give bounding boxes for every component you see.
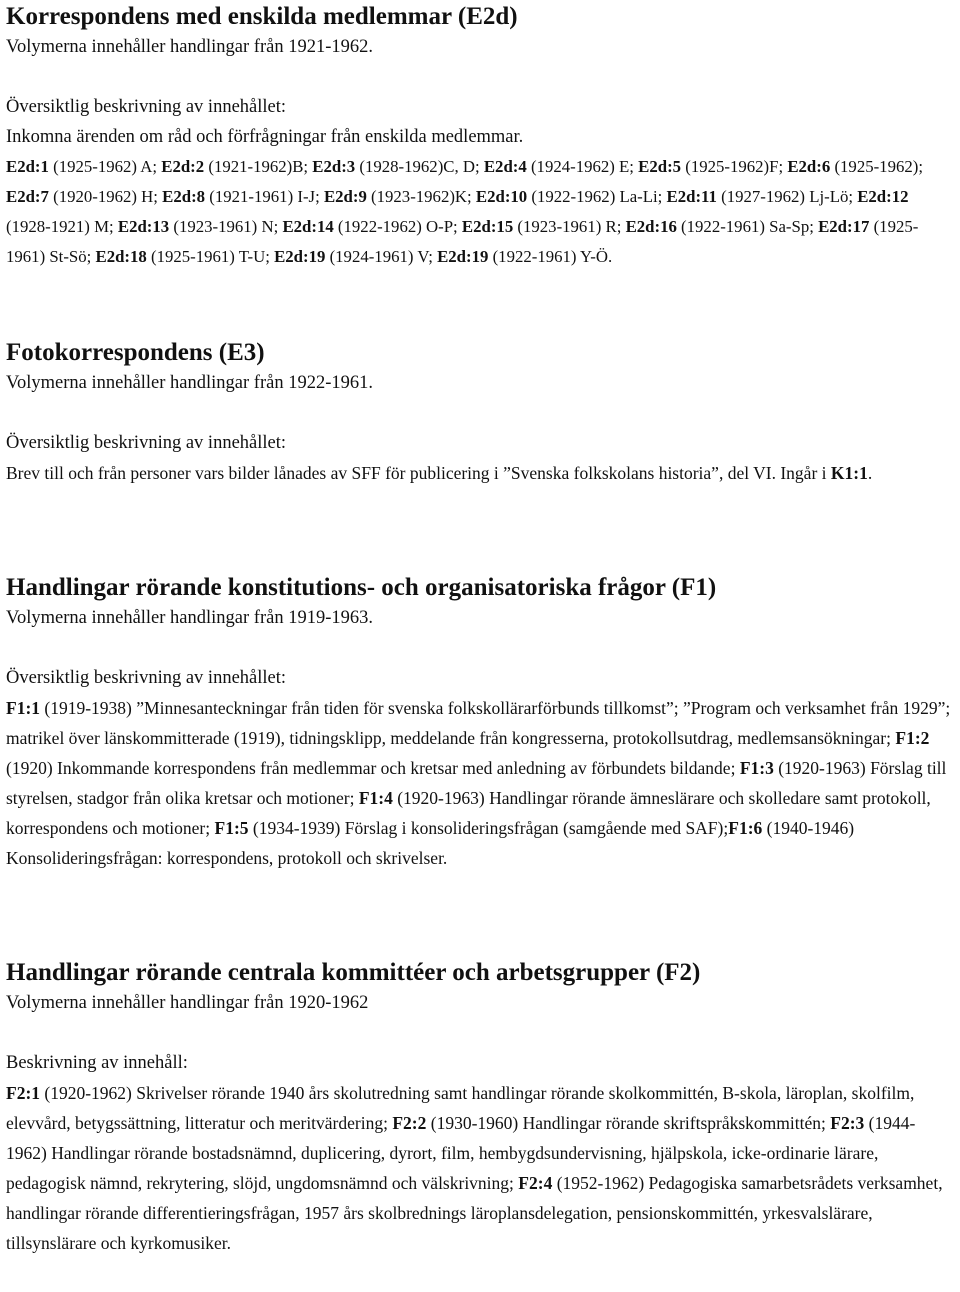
item-code: F2:4 <box>518 1173 553 1193</box>
item-text: (1927-1962) Lj-Lö; <box>716 187 858 206</box>
section-e2d <box>6 2 956 272</box>
item-code: E2d:11 <box>666 187 717 206</box>
item-text: (1925-1962) A; <box>48 157 162 176</box>
item-text: (1921-1962)B; <box>204 157 313 176</box>
description-text: Inkomna ärenden om råd och förfrågningar från enskilda medlemmar. <box>6 127 524 147</box>
item-code: F1:2 <box>895 728 930 748</box>
section-f1 <box>6 573 956 873</box>
item-code: E2d:4 <box>483 157 527 176</box>
description-label: Beskrivning av innehåll: <box>6 1053 188 1073</box>
item-text: (1925-1961) St-Sö; <box>6 217 919 266</box>
section-f2 <box>6 958 956 1258</box>
item-code: E2d:14 <box>282 217 334 236</box>
item-text: Brev till och från personer vars bilder lånades av SFF för publicering i ”Svenska folkskolans historia”, del VI. Ingår i <box>6 463 831 483</box>
item-code: F1:3 <box>739 758 774 778</box>
description-label: Översiktlig beskrivning av innehållet: <box>6 97 287 117</box>
item-code: E2d:5 <box>638 157 682 176</box>
item-code: E2d:2 <box>161 157 205 176</box>
item-text: (1920-1963) Förslag till styrelsen, stadgor från olika kretsar och motioner; <box>6 758 947 808</box>
section-heading: Fotokorrespondens (E3) <box>6 339 265 366</box>
item-text: (1925-1962)F; <box>681 157 788 176</box>
item-code: E2d:18 <box>95 247 147 266</box>
item-text: (1923-1962)K; <box>366 187 476 206</box>
item-code: E2d:19 <box>437 247 489 266</box>
item-text: (1928-1921) M; <box>6 217 118 236</box>
item-text: (1944-1962) Handlingar rörande bostadsnämnd, duplicering, dyrort, film, hembygdsundervisning, hjälpskola, icke-ordinarie lärare, pedagogisk nämnd, rekrytering, slöjd, ungdomsnämnd och välskrivning; <box>6 1113 916 1193</box>
item-code: E2d:10 <box>475 187 528 206</box>
item-code: K1:1 <box>830 463 868 483</box>
item-text: (1920-1962) Skrivelser rörande 1940 års skolutredning samt handlingar rörande skolkommittén, B-skola, läroplan, skolfilm, elevvård, betygssättning, litteratur och meritvärdering; <box>6 1083 915 1133</box>
item-text: (1922-1961) Sa-Sp; <box>676 217 819 236</box>
item-text: (1925-1962); <box>830 157 923 176</box>
item-text: (1923-1961) N; <box>169 217 283 236</box>
item-text: (1919-1938) ”Minnesanteckningar från tiden för svenska folkskollärarförbunds tillkomst”; ”Program och verksamhet från 1929”; matrikel över länskommitterade (1919), tidningsklipp, meddelande från kongresserna, protokollsutdrag, medlemsansökningar; <box>6 698 951 748</box>
item-code: F2:2 <box>392 1113 427 1133</box>
item-text: (1922-1962) O-P; <box>333 217 462 236</box>
item-code: E2d:15 <box>461 217 514 236</box>
item-code: F2:3 <box>830 1113 865 1133</box>
item-code: F1:4 <box>358 788 393 808</box>
item-code: E2d:7 <box>6 187 49 206</box>
item-text: (1920-1962) H; <box>48 187 163 206</box>
item-text: (1920-1963) Handlingar rörande ämneslärare och skolledare samt protokoll, korrespondens och motioner; <box>6 788 931 838</box>
item-list <box>6 693 956 873</box>
item-code: E2d:9 <box>323 187 367 206</box>
item-text: (1930-1960) Handlingar rörande skriftspråkskommittén; <box>426 1113 831 1133</box>
item-text: (1952-1962) Pedagogiska samarbetsrådets verksamhet, handlingar rörande differentieringsfrågan, 1957 års skolbrednings läroplansdelegation, pensionskommittén, yrkesvalslärare, tillsynslärare och kyrkomusiker. <box>6 1173 943 1253</box>
item-text: (1940-1946) Konsolideringsfrågan: korrespondens, protokoll och skrivelser. <box>6 818 855 868</box>
item-code: E2d:6 <box>787 157 831 176</box>
item-text: (1924-1961) V; <box>325 247 438 266</box>
item-text: (1924-1962) E; <box>526 157 639 176</box>
section-heading: Korrespondens med enskilda medlemmar (E2d) <box>6 3 518 30</box>
item-text: (1925-1961) T-U; <box>146 247 275 266</box>
item-list <box>6 152 956 272</box>
item-text: (1928-1962)C, D; <box>355 157 484 176</box>
description-label: Översiktlig beskrivning av innehållet: <box>6 668 287 688</box>
description-label: Översiktlig beskrivning av innehållet: <box>6 433 287 453</box>
item-text: (1923-1961) R; <box>513 217 626 236</box>
item-code: E2d:19 <box>274 247 326 266</box>
item-text: (1934-1939) Förslag i konsolideringsfrågan (samgående med SAF); <box>248 818 729 838</box>
item-code: F1:5 <box>214 818 249 838</box>
item-code: F1:1 <box>6 698 41 718</box>
item-list <box>6 1078 956 1258</box>
item-code: F2:1 <box>6 1083 41 1103</box>
item-text: (1922-1962) La-Li; <box>527 187 667 206</box>
item-code: E2d:3 <box>312 157 356 176</box>
item-code: E2d:12 <box>857 187 909 206</box>
item-code: E2d:1 <box>6 157 49 176</box>
volume-note: Volymerna innehåller handlingar från 1922-1961. <box>6 373 373 393</box>
volume-note: Volymerna innehåller handlingar från 1920-1962 <box>6 993 369 1013</box>
volume-note: Volymerna innehåller handlingar från 1921-1962. <box>6 37 373 57</box>
item-text: . <box>867 463 873 483</box>
section-e3 <box>6 338 956 488</box>
item-text: (1922-1961) Y-Ö. <box>488 247 613 266</box>
item-list <box>6 458 956 488</box>
item-text: (1920) Inkommande korrespondens från medlemmar och kretsar med anledning av förbundets bildande; <box>6 758 740 778</box>
item-code: E2d:13 <box>117 217 170 236</box>
item-text: (1921-1961) I-J; <box>205 187 324 206</box>
section-heading: Handlingar rörande centrala kommittéer och arbetsgrupper (F2) <box>6 959 701 986</box>
item-code: E2d:8 <box>162 187 206 206</box>
item-code: E2d:17 <box>818 217 870 236</box>
volume-note: Volymerna innehåller handlingar från 1919-1963. <box>6 608 373 628</box>
section-heading: Handlingar rörande konstitutions- och organisatoriska frågor (F1) <box>6 574 717 601</box>
item-code: F1:6 <box>728 818 763 838</box>
item-code: E2d:16 <box>625 217 677 236</box>
